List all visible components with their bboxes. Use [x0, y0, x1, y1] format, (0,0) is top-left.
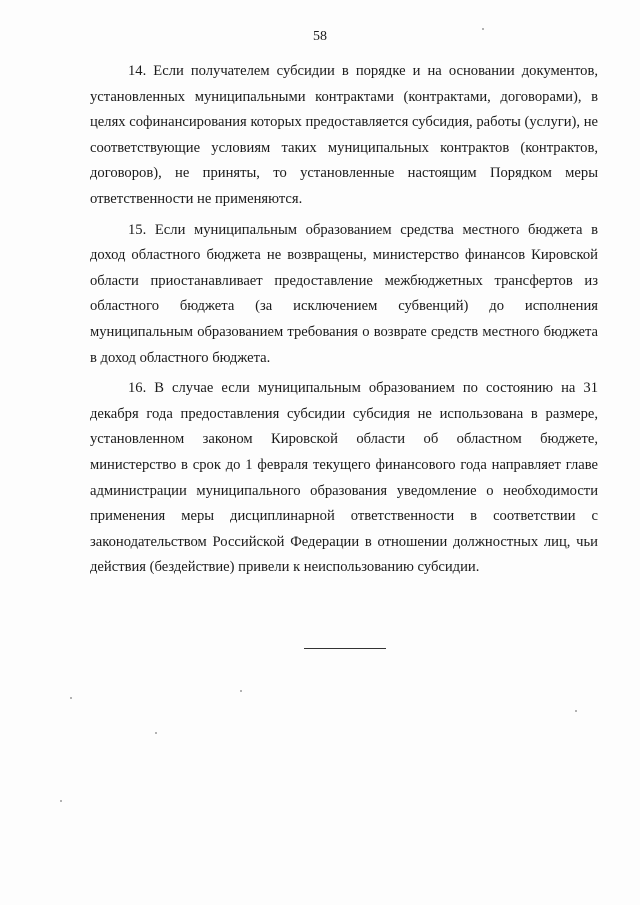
page-number: 58 — [313, 29, 327, 44]
end-of-text-rule — [304, 648, 386, 649]
scan-speck — [60, 800, 62, 802]
paragraph-14: 14. Если получателем субсидии в порядке и на основании документов, установленных муниципальными контрактами (контрактами, договорами), в целях софинансирования которых предоставляется субсидия, работы (услуги), не соответствующие условиям таких муниципальных контрактов (контрактов, договоров), не приняты, то установленные настоящим Порядком меры ответственности не применяются. — [90, 63, 598, 207]
scan-speck — [70, 697, 72, 699]
scan-speck — [575, 710, 577, 712]
document-body — [90, 59, 598, 586]
scan-speck — [482, 28, 484, 30]
scan-speck — [240, 690, 242, 692]
scan-speck — [155, 732, 157, 734]
paragraph-15: 15. Если муниципальным образованием средства местного бюджета в доход областного бюджета не возвращены, министерство финансов Кировской области приостанавливает предоставление межбюджетных трансфертов из областного бюджета (за исключением субвенций) до исполнения муниципальным образованием требования о возврате средств местного бюджета в доход областного бюджета. — [90, 221, 598, 366]
paragraph-16: 16. В случае если муниципальным образованием по состоянию на 31 декабря года предоставления субсидии субсидия не использована в размере, установленном законом Кировской области об областном бюджете, министерство в срок до 1 февраля текущего финансового года направляет главе администрации муниципального образования уведомление о необходимости применения меры дисциплинарной ответственности в соответствии с законодательством Российской Федерации в отношении должностных лиц, чьи действия (бездействие) привели к неиспользованию субсидии. — [90, 380, 598, 576]
